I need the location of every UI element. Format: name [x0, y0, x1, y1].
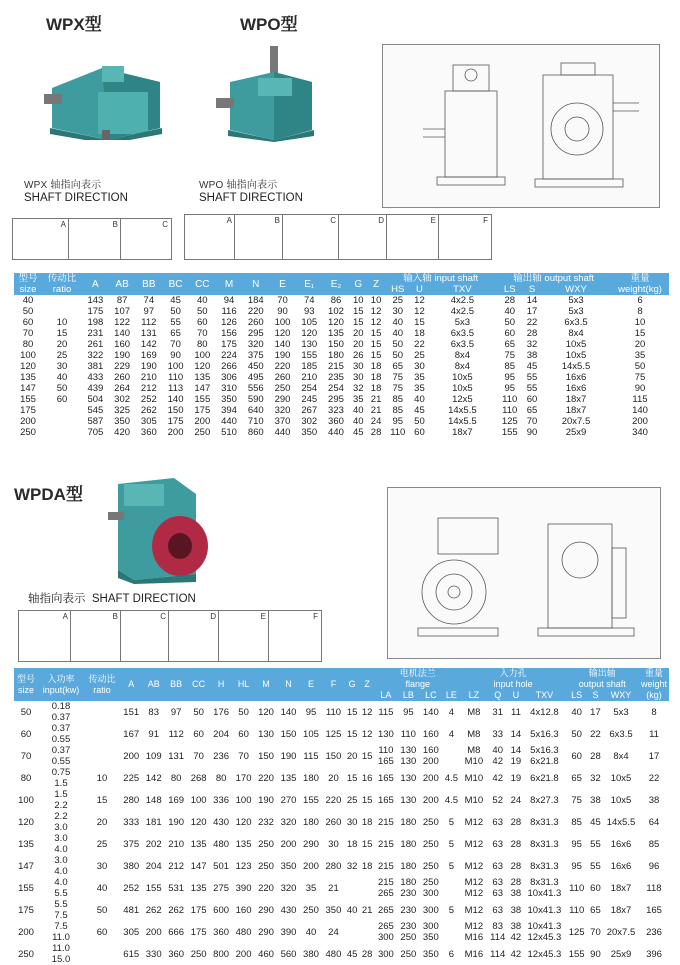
wpda-dir-e: E [218, 610, 270, 662]
wpo-caption-cn: WPO 轴指向表示 [199, 180, 278, 191]
col-weight: 重量 weight(kg) [611, 273, 669, 295]
table-row: 250 11.0 15.0 615 330 360 250 800 200 460 560 380 480 45 28 300 250 350 6 M16 114 42 12x45.3 155 90 25x9 396 [18, 943, 662, 965]
table-row: 135 40 433 260 210 110 135 306 495 260 210 235 30 18 75 35 10x5 95 55 16x6 75 [20, 372, 646, 383]
wpx-caption-cn: WPX 轴指向表示 [24, 180, 102, 191]
table-row: 147 3.0 4.0 30 380 204 212 147 501 123 250 350 200 280 32 18 215 180 250 5 M12 63 28 8x31.3 95 55 16x6 96 [18, 855, 660, 877]
table-row: 200 7.5 11.0 60 305 200 666 175 360 480 290 390 40 24 265 300 230 250 300 350 M12 M16 83 114 38 42 10x41.3 12x45.3 125 70 20x7.5 236 [18, 921, 662, 943]
wpda-dir-d: D [168, 610, 220, 662]
wpda-title: WPDA型 [14, 485, 83, 504]
wpda-gearbox-image [104, 474, 214, 584]
table-row: 200 587 350 305 175 200 440 710 370 302 360 40 24 95 50 14x5.5 125 70 20x7.5 200 [20, 416, 648, 427]
table-row: 100 1.5 2.2 15 280 148 169 100 336 100 190 270 155 220 25 15 165 130 200 4.5 M10 52 24 8x27.3 75 38 10x5 38 [18, 789, 660, 811]
table-row: 155 4.0 5.5 40 252 155 531 135 275 390 220 320 35 21 215 265 180 230 250 300 M12 M12 63 63 28 38 8x31.3 10x41.3 110 60 18x7 118 [18, 877, 662, 899]
table-row: 70 0.37 0.55 200 109 131 70 236 70 150 190 115 150 20 15 110 165 130 130 160 200 M8 M10 40 42 14 19 5x16.3 6x21.8 60 28 8x4 17 [20, 745, 660, 767]
wpo-title: WPO型 [240, 15, 298, 34]
output-shaft-group: 输出轴 output shaft [496, 273, 611, 284]
wpx-gearbox-image [42, 48, 174, 140]
wpda-dir-c: C [120, 610, 170, 662]
table-row: 60 10 198 122 112 55 60 126 260 100 105 120 15 12 40 15 5x3 50 22 6x3.5 10 [22, 317, 646, 328]
wpo-dir-b: B [234, 214, 284, 260]
table-row: 100 25 322 190 169 90 100 224 375 190 155 180 26 15 50 25 8x4 75 38 10x5 35 [20, 350, 646, 361]
table-row: 40 143 87 74 45 40 94 184 70 74 86 10 10 25 12 4x2.5 28 14 5x3 6 [22, 295, 643, 306]
wpda-spec-table: 型号 size 入功率 input(kw) 传动比 ratio A AB BB CC H HL M N E F G Z 电机法兰 flange 入力孔 input hole 输出轴 output shaft 重量 weight (kg) LA LB LC LE LZ Q U TXV LS S WXY 50 0.18 0.37 151 83 97 50 176 50 120 140 95 110 15 12 115 95 140 4 M8 31 11 4x12.8 40 17 5x3 8 60 0.37 0.55 167 91 112 60 204 60 130 150 105 125 15 12 130 110 160 4 M8 33 14 5x16.3 50 22 6x3.5 11 70 0.37 0.55 200 109 131 70 236 70 150 190 115 150 20 15 110 165 130 130 160 200 M8 M10 40 42 14 19 5x16.3 6x21.8 60 28 8x4 17 80 0.75 1.5 10 225 142 80 268 80 170 220 135 180 20 15 16 165 130 200 4.5 M10 42 19 6x21.8 65 32 10x5 22 100 1.5 2.2 15 280 148 169 100 336 100 190 270 155 220 25 15 165 130 200 4.5 M10 52 24 8x27.3 75 38 10x5 38 120 2.2 3.0 20 333 181 190 120 430 120 232 320 180 260 30 18 215 180 250 5 M12 63 28 8x31.3 85 45 14x5.5 64 135 3.0 4.0 25 375 202 210 135 480 135 250 200 290 30 18 15 215 180 250 5 M12 63 28 8x31.3 95 55 16x6 85 147 3.0 4.0 30 380 204 212 147 501 123 250 350 200 280 32 18 215 180 250 5 M12 63 28 8x31.3 95 55 16x6 96 155 4.0 5.5 40 252 155 531 135 275 390 220 320 35 21 215 265 180 230 250 300 M12 M12 63 63 28 38 8x31.3 10x41.3 110 60 18x7 118 175 5.5 7.5 50 481 262 262 175 600 160 290 430 250 350 40 21 265 230 300 5 M12 63 38 10x41.3 110 65 18x7 165 200 7.5 11.0 60 305 200 666 175 360 480 290 390 40 24 265 300 230 250 300 350 M12 M16 83 114 38 42 10x41.3 12x45.3 125 70 20x7.5 236 250 11.0 15.0 615 330 360 250 800 200 460 560 380 480 45 28 300 250 350 6 M16 114 42 12x45.3 155 90 25x9 396 [14, 668, 669, 965]
wpx-caption-en: SHAFT DIRECTION [24, 192, 128, 204]
wpo-caption-en: SHAFT DIRECTION [199, 192, 303, 204]
wpo-dir-d: D [338, 214, 388, 260]
input-shaft-group: 输入轴 input shaft [385, 273, 496, 284]
wpx-dir-b: B [68, 218, 122, 260]
wpda-dimension-drawing [387, 487, 661, 659]
table-row: 70 15 231 140 131 65 70 156 295 120 120 135 20 15 40 18 6x3.5 60 28 8x4 15 [22, 328, 646, 339]
wpda-caption: 轴指向表示 SHAFT DIRECTION [28, 593, 196, 605]
table-row: 80 0.75 1.5 10 225 142 80 268 80 170 220 135 180 20 15 16 165 130 200 4.5 M10 42 19 6x21.8 65 32 10x5 22 [20, 767, 660, 789]
wpo-dir-f: F [438, 214, 492, 260]
table-row: 120 2.2 3.0 20 333 181 190 120 430 120 232 320 180 260 30 18 215 180 250 5 M12 63 28 8x31.3 85 45 14x5.5 64 [18, 811, 660, 833]
wpo-dir-a: A [184, 214, 236, 260]
wpda-dir-a: A [18, 610, 72, 662]
wpx-dir-c: C [120, 218, 172, 260]
wpx-wpo-spec-table: 型号 size 传动比 ratio A AB BB BC CC M N E E₁ E₂ G Z 输入轴 input shaft 输出轴 output shaft 重量 weight(kg) HS U TXV LS S WXY 40 143 87 74 45 40 94 184 70 74 86 10 10 25 12 4x2.5 28 14 5x3 6 50 175 107 97 50 50 116 220 90 93 102 15 12 30 12 4x2.5 40 17 5x3 8 60 10 198 122 112 55 60 126 260 100 105 120 15 12 40 15 5x3 50 22 6x3.5 10 70 15 231 140 131 65 70 156 295 120 120 135 20 15 40 18 6x3.5 60 28 8x4 15 80 20 261 160 142 70 80 175 320 140 130 150 20 15 50 22 6x3.5 65 32 10x5 20 100 25 322 190 169 90 100 224 375 190 155 180 26 15 50 25 8x4 75 38 10x5 35 120 30 381 229 190 100 120 266 450 220 185 215 30 18 65 30 8x4 85 45 14x5.5 50 135 40 433 260 210 110 135 306 495 260 210 235 30 18 75 35 10x5 95 55 16x6 75 147 50 439 264 212 113 147 310 556 250 254 254 32 18 75 35 10x5 95 55 16x6 90 155 60 504 302 252 140 155 350 590 290 245 295 35 21 85 40 12x5 110 60 18x7 115 175 545 325 262 150 175 394 640 320 267 323 40 21 85 45 14x5.5 110 65 18x7 140 200 587 350 305 175 200 440 710 370 302 360 40 24 95 50 14x5.5 125 70 20x7.5 200 250 705 420 360 200 250 510 860 440 350 440 45 28 110 60 18x7 155 90 25x9 340 [14, 273, 669, 438]
wpx-title: WPX型 [46, 15, 102, 34]
table-row: 250 705 420 360 200 250 510 860 440 350 440 45 28 110 60 18x7 155 90 25x9 340 [20, 427, 648, 438]
table-row: 135 3.0 4.0 25 375 202 210 135 480 135 250 200 290 30 18 15 215 180 250 5 M12 63 28 8x31.3 95 55 16x6 85 [18, 833, 660, 855]
col-size: 型号 size [14, 273, 42, 295]
wpda-dir-f: F [268, 610, 322, 662]
wpo-dir-c: C [282, 214, 340, 260]
table-row: 60 0.37 0.55 167 91 112 60 204 60 130 150 105 125 15 12 130 110 160 4 M8 33 14 5x16.3 50 22 6x3.5 11 [20, 723, 659, 745]
wpo-gearbox-image [212, 42, 324, 142]
col-ratio: 传动比 ratio [42, 273, 82, 295]
table-row: 147 50 439 264 212 113 147 310 556 250 254 254 32 18 75 35 10x5 95 55 16x6 90 [20, 383, 646, 394]
wpx-dir-a: A [12, 218, 70, 260]
table-row: 155 60 504 302 252 140 155 350 590 290 245 295 35 21 85 40 12x5 110 60 18x7 115 [20, 394, 648, 405]
table-row: 50 0.18 0.37 151 83 97 50 176 50 120 140 95 110 15 12 115 95 140 4 M8 31 11 4x12.8 40 17 5x3 8 [20, 701, 657, 723]
table-row: 80 20 261 160 142 70 80 175 320 140 130 150 20 15 50 22 6x3.5 65 32 10x5 20 [22, 339, 646, 350]
wpo-dir-e: E [386, 214, 440, 260]
table-row: 120 30 381 229 190 100 120 266 450 220 185 215 30 18 65 30 8x4 85 45 14x5.5 50 [20, 361, 646, 372]
wpda-dir-b: B [70, 610, 122, 662]
table-row: 50 175 107 97 50 50 116 220 90 93 102 15 12 30 12 4x2.5 40 17 5x3 8 [22, 306, 643, 317]
table-row: 175 5.5 7.5 50 481 262 262 175 600 160 290 430 250 350 40 21 265 230 300 5 M12 63 38 10x41.3 110 65 18x7 165 [18, 899, 662, 921]
wpx-dimension-drawing [382, 44, 660, 208]
table-row: 175 545 325 262 150 175 394 640 320 267 323 40 21 85 45 14x5.5 110 65 18x7 140 [20, 405, 648, 416]
